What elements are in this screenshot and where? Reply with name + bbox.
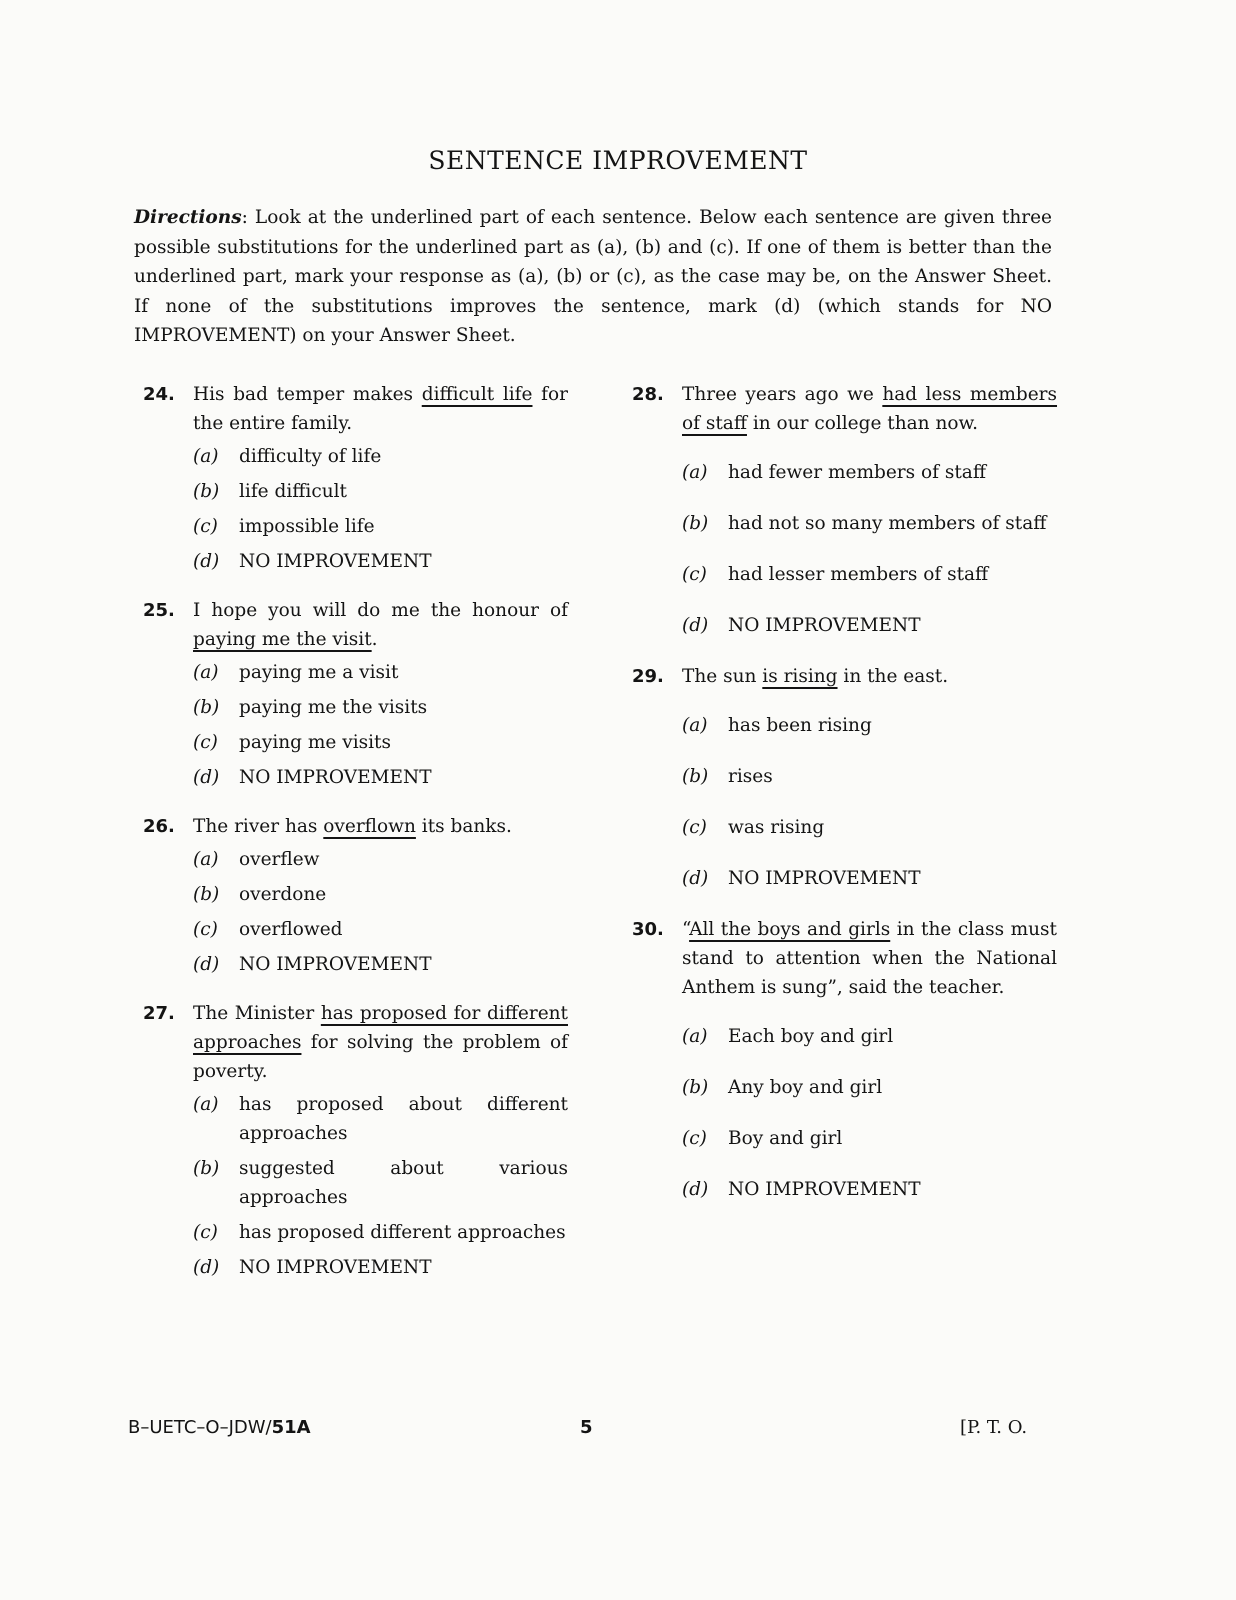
- right-column: [632, 380, 1057, 1226]
- option-a: [193, 1090, 568, 1148]
- option-text: paying me the visits: [239, 697, 428, 718]
- option-letter: (c): [682, 1128, 707, 1149]
- option-d: [193, 1253, 568, 1282]
- option-c: [193, 512, 568, 541]
- option-d: [193, 950, 568, 979]
- option-text: has been rising: [728, 715, 872, 736]
- option-text: has proposed about different approaches: [239, 1094, 568, 1144]
- option-b: [682, 762, 1057, 791]
- option-text: impossible life: [239, 516, 375, 537]
- option-a: [682, 1022, 1057, 1051]
- option-letter: (d): [193, 954, 220, 975]
- option-c: [193, 728, 568, 757]
- option-letter: (a): [193, 662, 219, 683]
- options: [682, 1022, 1057, 1204]
- question-30: [632, 915, 1057, 1204]
- option-letter: (c): [682, 564, 707, 585]
- question-stem: [193, 380, 568, 438]
- option-text: NO IMPROVEMENT: [239, 767, 432, 788]
- option-letter: (a): [193, 849, 219, 870]
- stem-underlined: has proposed for different approaches: [193, 1003, 568, 1053]
- question-number: 25.: [143, 600, 175, 621]
- option-text: paying me visits: [239, 732, 391, 753]
- option-text: life difficult: [239, 481, 347, 502]
- stem-pre: The sun: [682, 666, 763, 687]
- option-d: [682, 864, 1057, 893]
- option-text: Any boy and girl: [728, 1077, 883, 1098]
- option-text: NO IMPROVEMENT: [239, 1257, 432, 1278]
- left-column: [143, 380, 568, 1302]
- option-letter: (a): [193, 1094, 219, 1115]
- option-a: [682, 458, 1057, 487]
- question-28: [632, 380, 1057, 640]
- stem-post: for solving the problem of poverty.: [193, 1032, 568, 1082]
- option-letter: (b): [682, 1077, 709, 1098]
- option-c: [682, 560, 1057, 589]
- option-b: [193, 880, 568, 909]
- option-d: [193, 763, 568, 792]
- stem-post: for the entire family.: [193, 384, 568, 434]
- paper-code-suffix: 51A: [271, 1417, 311, 1438]
- option-text: NO IMPROVEMENT: [728, 615, 921, 636]
- option-letter: (d): [682, 868, 709, 889]
- question-25: [143, 596, 568, 792]
- option-text: overflew: [239, 849, 320, 870]
- option-c: [682, 1124, 1057, 1153]
- option-letter: (d): [193, 767, 220, 788]
- option-letter: (c): [193, 1222, 218, 1243]
- paper-code-prefix: B–UETC–O–JDW/: [128, 1417, 272, 1438]
- option-text: Each boy and girl: [728, 1026, 894, 1047]
- stem-post: in our college than now.: [746, 413, 979, 434]
- option-letter: (a): [193, 446, 219, 467]
- option-a: [193, 845, 568, 874]
- option-letter: (b): [193, 697, 220, 718]
- option-c: [193, 915, 568, 944]
- option-text: NO IMPROVEMENT: [728, 1179, 921, 1200]
- stem-post: .: [371, 629, 378, 650]
- option-letter: (a): [682, 715, 708, 736]
- option-text: Boy and girl: [728, 1128, 843, 1149]
- option-a: [193, 658, 568, 687]
- option-letter: (a): [682, 462, 708, 483]
- option-text: rises: [728, 766, 773, 787]
- option-letter: (d): [193, 1257, 220, 1278]
- option-letter: (b): [193, 481, 220, 502]
- question-number: 24.: [143, 384, 175, 405]
- question-26: [143, 812, 568, 979]
- option-b: [682, 509, 1057, 538]
- option-letter: (b): [193, 884, 220, 905]
- option-text: suggested about various approaches: [239, 1158, 568, 1208]
- option-text: paying me a visit: [239, 662, 399, 683]
- stem-post: in the east.: [837, 666, 949, 687]
- directions-label: Directions: [134, 207, 242, 228]
- options: [193, 1090, 568, 1282]
- option-letter: (b): [193, 1158, 220, 1179]
- question-24: [143, 380, 568, 576]
- options: [193, 658, 568, 792]
- question-stem: [193, 999, 568, 1086]
- options: [682, 458, 1057, 640]
- option-b: [193, 693, 568, 722]
- option-letter: (d): [193, 551, 220, 572]
- question-stem: [682, 915, 1057, 1002]
- option-letter: (c): [682, 817, 707, 838]
- page-number: 5: [580, 1417, 593, 1438]
- option-text: was rising: [728, 817, 825, 838]
- options: [682, 711, 1057, 893]
- option-d: [193, 547, 568, 576]
- question-stem: [193, 596, 568, 654]
- option-c: [682, 813, 1057, 842]
- stem-underlined: had less members of staff: [682, 384, 1058, 434]
- option-text: had lesser members of staff: [728, 564, 989, 585]
- stem-pre: The river has: [193, 816, 324, 837]
- stem-pre: His bad temper makes: [193, 384, 422, 405]
- option-d: [682, 1175, 1057, 1204]
- option-text: overdone: [239, 884, 327, 905]
- option-letter: (b): [682, 513, 709, 534]
- option-text: difficulty of life: [239, 446, 382, 467]
- stem-underlined: All the boys and girls: [689, 919, 891, 940]
- question-number: 26.: [143, 816, 175, 837]
- question-29: [632, 662, 1057, 893]
- option-b: [193, 477, 568, 506]
- option-text: has proposed different approaches: [239, 1222, 566, 1243]
- stem-underlined: difficult life: [421, 384, 533, 405]
- paper-code: [128, 1417, 311, 1438]
- pto-note: [P. T. O.: [960, 1417, 1028, 1438]
- directions: [134, 203, 1052, 351]
- option-letter: (a): [682, 1026, 708, 1047]
- option-text: had fewer members of staff: [728, 462, 986, 483]
- question-number: 27.: [143, 1003, 175, 1024]
- option-letter: (c): [193, 516, 218, 537]
- question-stem: [682, 662, 1057, 691]
- stem-underlined: paying me the visit: [193, 629, 372, 650]
- option-text: NO IMPROVEMENT: [728, 868, 921, 889]
- option-b: [193, 1154, 568, 1212]
- options: [193, 442, 568, 576]
- option-b: [682, 1073, 1057, 1102]
- option-letter: (c): [193, 732, 218, 753]
- option-text: overflowed: [239, 919, 343, 940]
- question-number: 30.: [632, 919, 664, 940]
- stem-underlined: is rising: [762, 666, 838, 687]
- option-a: [193, 442, 568, 471]
- question-number: 29.: [632, 666, 664, 687]
- option-a: [682, 711, 1057, 740]
- stem-underlined: overflown: [323, 816, 416, 837]
- question-stem: [193, 812, 568, 841]
- option-letter: (b): [682, 766, 709, 787]
- option-text: had not so many members of staff: [728, 513, 1047, 534]
- question-27: [143, 999, 568, 1282]
- stem-pre: I hope you will do me the honour of: [193, 600, 568, 621]
- stem-pre: “: [682, 919, 690, 940]
- stem-post: in the class must stand to attention when the National Anthem is sung”, said the teacher.: [682, 919, 1057, 998]
- option-d: [682, 611, 1057, 640]
- stem-pre: The Minister: [193, 1003, 321, 1024]
- option-letter: (c): [193, 919, 218, 940]
- stem-pre: Three years ago we: [682, 384, 883, 405]
- option-c: [193, 1218, 568, 1247]
- question-stem: [682, 380, 1057, 438]
- option-text: NO IMPROVEMENT: [239, 551, 432, 572]
- options: [193, 845, 568, 979]
- question-number: 28.: [632, 384, 664, 405]
- page-title: SENTENCE IMPROVEMENT: [428, 146, 808, 175]
- directions-text: : Look at the underlined part of each sentence. Below each sentence are given three possible substitutions for the underlined part as (a), (b) and (c). If one of them is better than the underlined part, mark your response as (a), (b) or (c), as the case may be, on the Answer Sheet. If none of the substitutions improves the sentence, mark (d) (which stands for NO IMPROVEMENT) on your Answer Sheet.: [134, 207, 1052, 346]
- option-text: NO IMPROVEMENT: [239, 954, 432, 975]
- option-letter: (d): [682, 615, 709, 636]
- stem-post: its banks.: [415, 816, 512, 837]
- option-letter: (d): [682, 1179, 709, 1200]
